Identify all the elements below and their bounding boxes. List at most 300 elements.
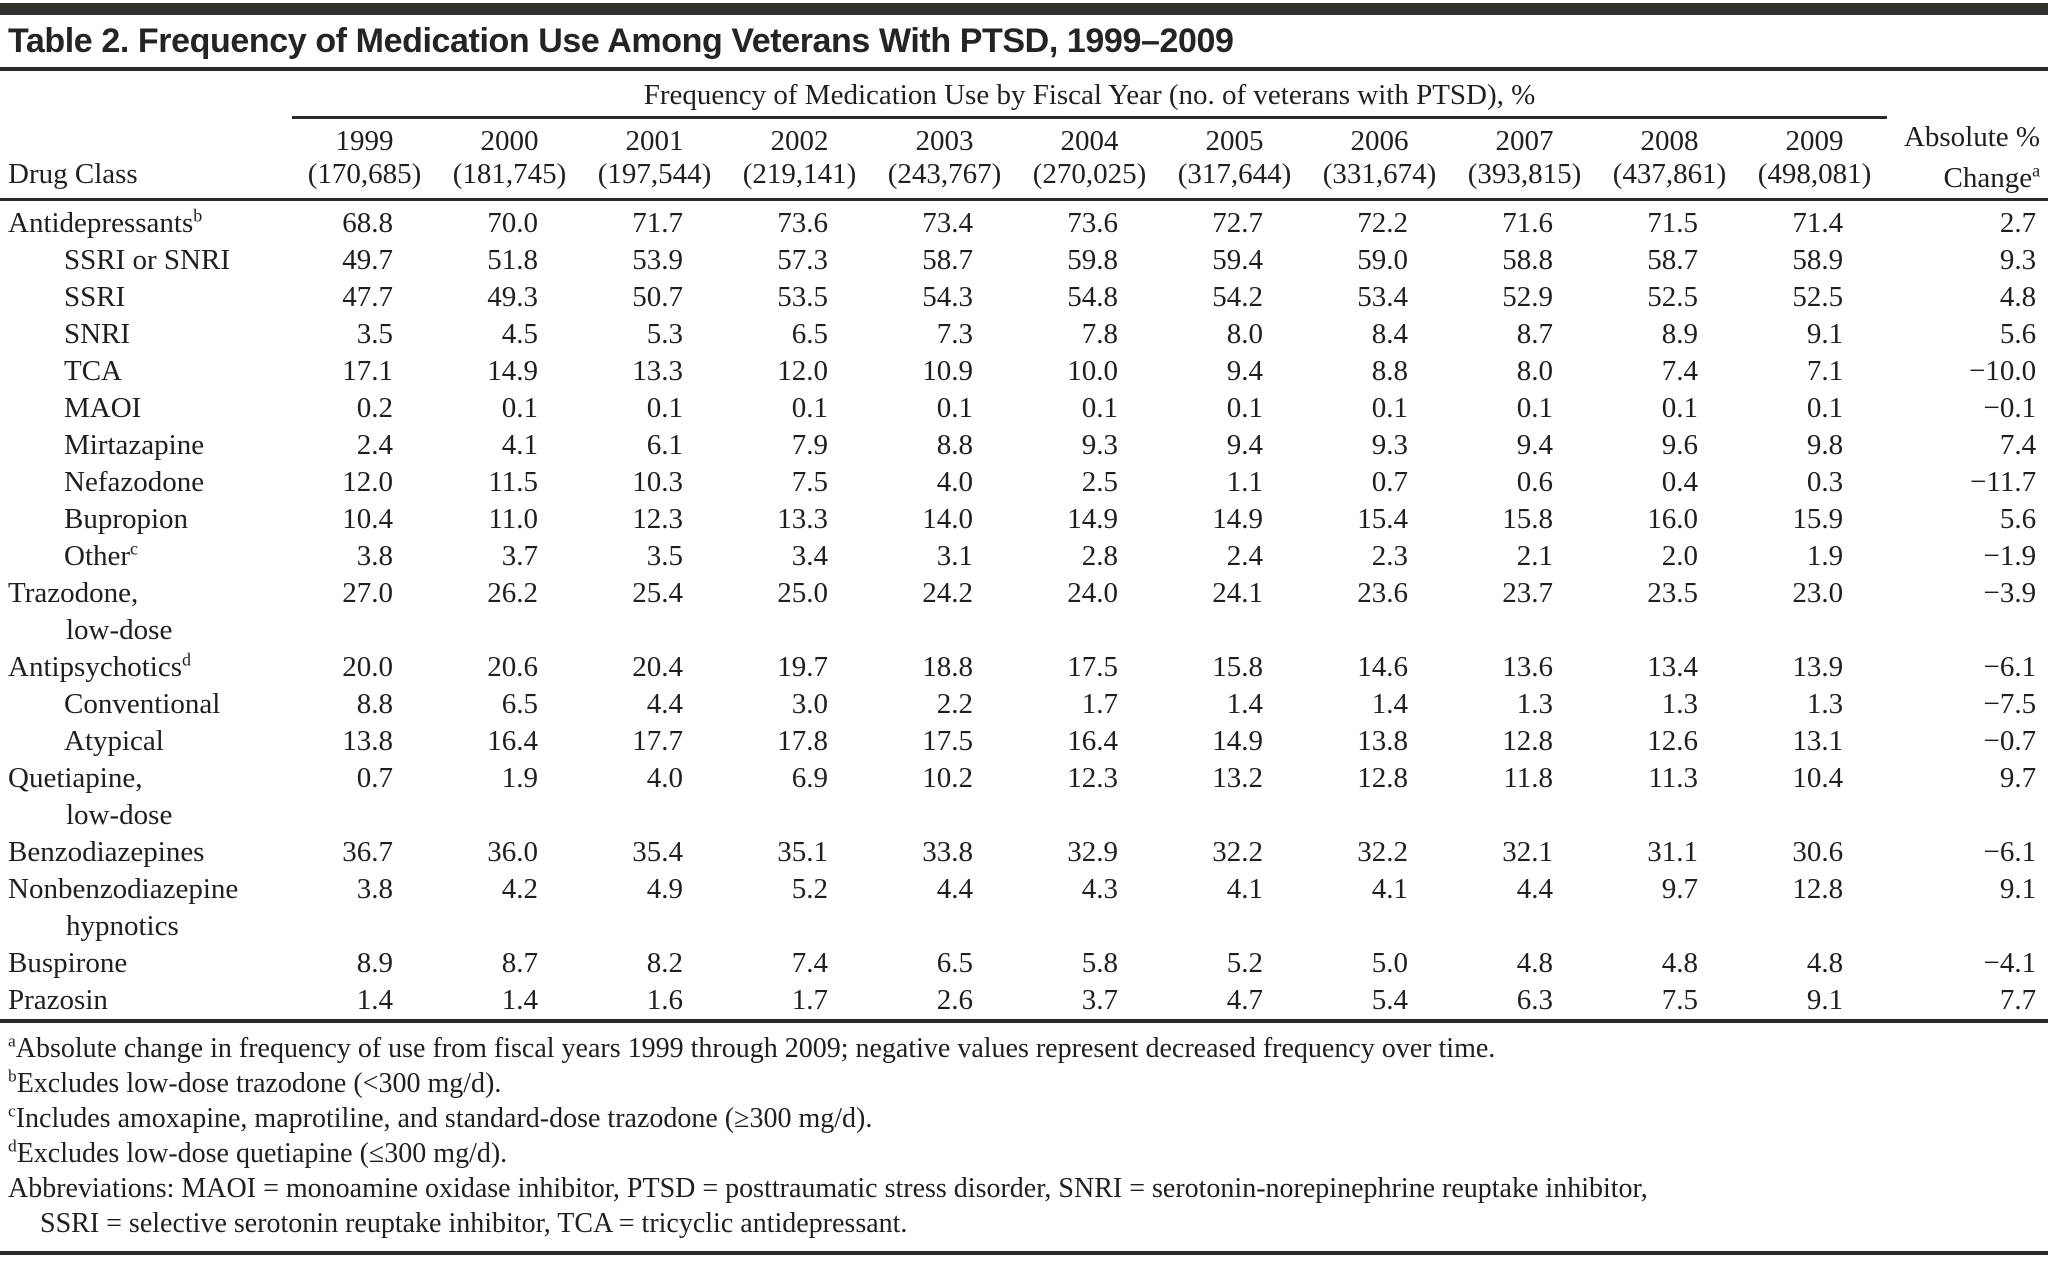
footnote-line — [8, 1031, 2040, 1066]
value-cell: 7.5 — [791, 466, 828, 498]
value-cell: 0.1 — [1661, 392, 1698, 424]
value-cell: 73.6 — [1067, 207, 1118, 239]
value-cell: 23.7 — [1502, 577, 1553, 609]
column-header-count: (498,081) — [1742, 158, 1887, 200]
change-cell: −4.1 — [1983, 947, 2037, 979]
column-header-year: 2005 — [1205, 125, 1264, 157]
footnote-marker: b — [8, 1066, 17, 1086]
value-cell: 7.3 — [936, 318, 973, 350]
value-cell: 12.0 — [342, 466, 393, 498]
value-cell: 16.4 — [487, 725, 538, 757]
value-cell: 9.3 — [1081, 429, 1118, 461]
table-row — [0, 200, 2048, 243]
value-cell: 32.1 — [1502, 836, 1553, 868]
drug-class-cell: Conventional — [64, 688, 221, 720]
table-row — [0, 279, 2048, 316]
value-cell: 2.0 — [1661, 540, 1698, 572]
value-cell: 30.6 — [1792, 836, 1844, 868]
value-cell: 71.7 — [632, 207, 683, 239]
value-cell: 8.9 — [1661, 318, 1698, 350]
table-row — [0, 316, 2048, 353]
value-cell: 3.4 — [791, 540, 828, 572]
value-cell: 1.4 — [1371, 688, 1408, 720]
drug-class-cell: TCA — [64, 355, 122, 387]
footnote-marker: c — [130, 538, 139, 559]
change-cell: −6.1 — [1983, 836, 2037, 868]
counts-row — [0, 158, 2048, 200]
footnote-list — [8, 1031, 2040, 1171]
value-cell: 9.1 — [1806, 984, 1844, 1016]
value-cell: 0.1 — [501, 392, 538, 424]
value-cell: 13.3 — [632, 355, 683, 387]
value-cell: 13.4 — [1647, 651, 1698, 683]
value-cell: 53.4 — [1357, 281, 1408, 313]
value-cell: 9.8 — [1806, 429, 1844, 461]
value-cell: 0.4 — [1661, 466, 1698, 498]
table-row — [0, 242, 2048, 279]
table-row — [0, 390, 2048, 427]
drug-class-cell: Other$^c$ — [64, 538, 139, 572]
value-cell: 2.5 — [1081, 466, 1118, 498]
change-cell: 5.6 — [1999, 503, 2037, 535]
value-cell: 0.7 — [1371, 466, 1408, 498]
value-cell: 52.5 — [1647, 281, 1698, 313]
value-cell: 3.0 — [791, 688, 828, 720]
value-cell: 3.5 — [646, 540, 683, 572]
value-cell: 15.9 — [1792, 503, 1844, 535]
value-cell: 49.3 — [487, 281, 538, 313]
value-cell: 7.5 — [1661, 984, 1698, 1016]
value-cell: 4.4 — [936, 873, 973, 905]
column-header-year: 1999 — [335, 125, 394, 157]
value-cell: 59.8 — [1067, 244, 1118, 276]
value-cell: 3.7 — [1081, 984, 1118, 1016]
column-header-count: (331,674) — [1307, 158, 1452, 200]
value-cell: 58.8 — [1502, 244, 1553, 276]
change-cell: −0.1 — [1983, 392, 2037, 424]
value-cell: 8.0 — [1516, 355, 1553, 387]
drug-class-cell: Benzodiazepines — [8, 836, 205, 868]
value-cell: 4.5 — [501, 318, 538, 350]
value-cell: 17.8 — [777, 725, 828, 757]
value-cell: 58.7 — [1647, 244, 1698, 276]
table-row — [0, 649, 2048, 686]
value-cell: 7.4 — [1661, 355, 1698, 387]
change-cell: −6.1 — [1983, 651, 2037, 683]
footnote-line — [8, 1101, 2040, 1136]
value-cell: 8.8 — [936, 429, 973, 461]
value-cell: 10.9 — [922, 355, 973, 387]
column-header-count: (197,544) — [582, 158, 727, 200]
value-cell: 0.6 — [1516, 466, 1553, 498]
table-row — [0, 871, 2048, 945]
drug-class-cell-continuation: low-dose — [66, 799, 173, 831]
column-header-count: (219,141) — [727, 158, 872, 200]
value-cell: 0.1 — [1081, 392, 1118, 424]
column-header-year: 2007 — [1495, 125, 1554, 157]
value-cell: 1.6 — [646, 984, 683, 1016]
value-cell: 6.9 — [791, 762, 828, 794]
value-cell: 0.7 — [356, 762, 393, 794]
value-cell: 1.7 — [1081, 688, 1118, 720]
value-cell: 32.2 — [1212, 836, 1263, 868]
value-cell: 13.9 — [1792, 651, 1844, 683]
value-cell: 35.4 — [632, 836, 683, 868]
drug-class-header: Drug Class — [0, 158, 292, 200]
value-cell: 8.4 — [1371, 318, 1408, 350]
value-cell: 73.4 — [922, 207, 973, 239]
table-title: Table 2. Frequency of Medication Use Among Veterans With PTSD, 1999–2009 — [8, 22, 1234, 60]
value-cell: 4.8 — [1806, 947, 1844, 979]
change-cell: 7.7 — [1999, 984, 2037, 1016]
value-cell: 9.6 — [1661, 429, 1698, 461]
value-cell: 15.8 — [1212, 651, 1263, 683]
value-cell: 23.5 — [1647, 577, 1698, 609]
table-row — [0, 834, 2048, 871]
drug-class-cell: Bupropion — [64, 503, 189, 535]
value-cell: 7.9 — [791, 429, 828, 461]
drug-class-cell: Antipsychotics$^d$ — [8, 649, 191, 683]
value-cell: 2.6 — [936, 984, 973, 1016]
drug-class-cell: Mirtazapine — [64, 429, 205, 461]
column-header-count: (181,745) — [437, 158, 582, 200]
value-cell: 8.7 — [501, 947, 538, 979]
value-cell: 23.6 — [1357, 577, 1408, 609]
value-cell: 25.0 — [777, 577, 828, 609]
footnote-text: Excludes low-dose quetiapine (≤300 mg/d). — [16, 1138, 508, 1169]
footnote-marker: d — [182, 649, 191, 670]
value-cell: 0.1 — [1516, 392, 1553, 424]
value-cell: 13.6 — [1502, 651, 1553, 683]
change-cell: −7.5 — [1983, 688, 2037, 720]
value-cell: 11.5 — [488, 466, 538, 498]
bottom-rule — [0, 1251, 2048, 1255]
value-cell: 71.5 — [1647, 207, 1698, 239]
value-cell: 4.8 — [1516, 947, 1553, 979]
value-cell: 32.9 — [1067, 836, 1118, 868]
value-cell: 71.4 — [1792, 207, 1844, 239]
change-cell: −11.7 — [1970, 466, 2037, 498]
value-cell: 52.5 — [1792, 281, 1844, 313]
value-cell: 15.8 — [1502, 503, 1553, 535]
value-cell: 36.0 — [487, 836, 538, 868]
table-row — [0, 686, 2048, 723]
value-cell: 12.8 — [1357, 762, 1408, 794]
value-cell: 11.8 — [1503, 762, 1553, 794]
value-cell: 1.4 — [501, 984, 538, 1016]
value-cell: 3.7 — [501, 540, 538, 572]
abbreviations-line: SSRI = selective serotonin reuptake inhibitor, TCA = tricyclic antidepressant. — [40, 1208, 908, 1239]
drug-class-cell-continuation: hypnotics — [66, 910, 179, 942]
change-cell: 9.1 — [1999, 873, 2037, 905]
change-header-line1: Absolute % — [1903, 121, 2041, 154]
value-cell: 0.3 — [1806, 466, 1844, 498]
table-row — [0, 575, 2048, 649]
value-cell: 10.0 — [1067, 355, 1118, 387]
value-cell: 68.8 — [342, 207, 393, 239]
change-cell: 9.3 — [1999, 244, 2037, 276]
value-cell: 6.5 — [936, 947, 973, 979]
value-cell: 3.5 — [356, 318, 393, 350]
value-cell: 4.1 — [1371, 873, 1408, 905]
value-cell: 9.4 — [1226, 355, 1263, 387]
abbreviations-line: Abbreviations: MAOI = monoamine oxidase inhibitor, PTSD = posttraumatic stress disorder, SNRI = serotonin-norepinephrine reuptake inhibitor, — [8, 1173, 1648, 1204]
value-cell: 2.2 — [936, 688, 973, 720]
footnote-text: Absolute change in frequency of use from fiscal years 1999 through 2009; negative values represent decreased frequency over time. — [15, 1033, 1496, 1064]
value-cell: 4.0 — [936, 466, 973, 498]
value-cell: 17.7 — [632, 725, 683, 757]
value-cell: 12.3 — [632, 503, 683, 535]
drug-class-cell: Buspirone — [8, 947, 128, 979]
value-cell: 3.8 — [356, 540, 393, 572]
change-header-label: Change — [1943, 161, 2033, 194]
change-cell: −1.9 — [1983, 540, 2037, 572]
value-cell: 5.0 — [1371, 947, 1408, 979]
value-cell: 54.8 — [1067, 281, 1118, 313]
medication-table — [0, 71, 2048, 1023]
value-cell: 0.1 — [1806, 392, 1844, 424]
spanner-header: Frequency of Medication Use by Fiscal Year (no. of veterans with PTSD), % — [292, 71, 1887, 118]
value-cell: 14.9 — [487, 355, 538, 387]
value-cell: 53.5 — [777, 281, 828, 313]
value-cell: 3.1 — [936, 540, 973, 572]
table-row — [0, 501, 2048, 538]
value-cell: 8.2 — [646, 947, 683, 979]
value-cell: 0.1 — [1371, 392, 1408, 424]
value-cell: 9.4 — [1516, 429, 1553, 461]
value-cell: 12.3 — [1067, 762, 1118, 794]
footnote-marker: d — [8, 1136, 17, 1156]
years-row — [0, 118, 2048, 159]
table-body — [0, 200, 2048, 1022]
table-row — [0, 353, 2048, 390]
value-cell: 13.1 — [1792, 725, 1844, 757]
value-cell: 9.4 — [1226, 429, 1263, 461]
value-cell: 1.9 — [1806, 540, 1844, 572]
value-cell: 20.6 — [487, 651, 538, 683]
value-cell: 7.1 — [1806, 355, 1844, 387]
column-header-year: 2006 — [1350, 125, 1409, 157]
value-cell: 26.2 — [487, 577, 538, 609]
value-cell: 1.1 — [1226, 466, 1263, 498]
table-figure — [0, 3, 2048, 1255]
change-header-line2 — [1887, 158, 2048, 200]
drug-class-cell: Prazosin — [8, 984, 108, 1016]
value-cell: 36.7 — [342, 836, 393, 868]
value-cell: 70.0 — [487, 207, 538, 239]
value-cell: 10.3 — [632, 466, 683, 498]
value-cell: 10.2 — [922, 762, 973, 794]
value-cell: 9.1 — [1806, 318, 1844, 350]
drug-class-cell: SSRI — [64, 281, 126, 313]
value-cell: 24.2 — [922, 577, 973, 609]
table-row — [0, 760, 2048, 834]
value-cell: 12.0 — [777, 355, 828, 387]
column-header-year: 2008 — [1640, 125, 1699, 157]
value-cell: 2.4 — [356, 429, 393, 461]
value-cell: 17.5 — [1067, 651, 1118, 683]
value-cell: 4.2 — [501, 873, 538, 905]
column-header-year: 2002 — [770, 125, 829, 157]
value-cell: 13.8 — [1357, 725, 1408, 757]
value-cell: 6.5 — [501, 688, 538, 720]
drug-class-cell: SSRI or SNRI — [64, 244, 230, 276]
change-cell: 7.4 — [1999, 429, 2037, 461]
value-cell: 4.1 — [1226, 873, 1263, 905]
drug-class-cell: Atypical — [64, 725, 164, 757]
drug-class-cell: Nefazodone — [64, 466, 205, 498]
drug-class-cell: Antidepressants$^b$ — [8, 205, 203, 239]
value-cell: 13.3 — [777, 503, 828, 535]
value-cell: 49.7 — [342, 244, 393, 276]
value-cell: 35.1 — [777, 836, 828, 868]
value-cell: 50.7 — [632, 281, 683, 313]
value-cell: 1.4 — [356, 984, 393, 1016]
value-cell: 58.9 — [1792, 244, 1844, 276]
value-cell: 14.9 — [1067, 503, 1118, 535]
value-cell: 31.1 — [1647, 836, 1698, 868]
value-cell: 11.3 — [1648, 762, 1698, 794]
value-cell: 6.5 — [791, 318, 828, 350]
value-cell: 17.5 — [922, 725, 973, 757]
value-cell: 3.8 — [356, 873, 393, 905]
footnote-text: Excludes low-dose trazodone (<300 mg/d). — [16, 1068, 502, 1099]
value-cell: 19.7 — [777, 651, 828, 683]
footnote-line — [8, 1066, 2040, 1101]
spacer-cell — [0, 71, 292, 118]
change-cell: 4.8 — [1999, 281, 2037, 313]
value-cell: 1.9 — [501, 762, 538, 794]
value-cell: 2.4 — [1226, 540, 1263, 572]
value-cell: 72.7 — [1212, 207, 1263, 239]
drug-class-cell-continuation: low-dose — [66, 614, 173, 646]
value-cell: 4.1 — [501, 429, 538, 461]
footnote-marker: b — [193, 205, 203, 226]
value-cell: 1.3 — [1661, 688, 1698, 720]
value-cell: 4.7 — [1226, 984, 1263, 1016]
footnote-marker: c — [8, 1101, 16, 1121]
footnote-text: Includes amoxapine, maprotiline, and standard-dose trazodone (≥300 mg/d). — [15, 1103, 873, 1134]
value-cell: 72.2 — [1357, 207, 1408, 239]
column-header-count: (170,685) — [292, 158, 437, 200]
value-cell: 1.3 — [1516, 688, 1553, 720]
value-cell: 0.1 — [646, 392, 683, 424]
value-cell: 32.2 — [1357, 836, 1408, 868]
value-cell: 53.9 — [632, 244, 683, 276]
value-cell: 0.1 — [791, 392, 828, 424]
change-cell: −0.7 — [1983, 725, 2037, 757]
value-cell: 8.8 — [356, 688, 393, 720]
drug-class-cell: MAOI — [64, 392, 142, 424]
value-cell: 51.8 — [487, 244, 538, 276]
value-cell: 73.6 — [777, 207, 828, 239]
column-header-count: (437,861) — [1597, 158, 1742, 200]
value-cell: 52.9 — [1502, 281, 1553, 313]
value-cell: 59.0 — [1357, 244, 1408, 276]
value-cell: 11.0 — [488, 503, 538, 535]
value-cell: 8.8 — [1371, 355, 1408, 387]
value-cell: 9.3 — [1371, 429, 1408, 461]
value-cell: 20.4 — [632, 651, 683, 683]
value-cell: 0.1 — [936, 392, 973, 424]
value-cell: 2.1 — [1516, 540, 1553, 572]
value-cell: 20.0 — [342, 651, 393, 683]
value-cell: 54.3 — [922, 281, 973, 313]
column-header-count: (393,815) — [1452, 158, 1597, 200]
value-cell: 14.0 — [922, 503, 973, 535]
value-cell: 8.9 — [356, 947, 393, 979]
spacer-cell — [1887, 71, 2048, 118]
table-row — [0, 538, 2048, 575]
drug-class-cell: Trazodone, low-dose — [8, 577, 173, 646]
value-cell: 1.7 — [791, 984, 828, 1016]
column-header-year: 2003 — [915, 125, 974, 157]
change-cell: 2.7 — [1999, 207, 2037, 239]
value-cell: 9.7 — [1661, 873, 1698, 905]
spanner-row — [0, 71, 2048, 118]
value-cell: 17.1 — [342, 355, 393, 387]
value-cell: 4.4 — [1516, 873, 1553, 905]
footnotes — [0, 1023, 2048, 1251]
drug-class-cell: SNRI — [64, 318, 131, 350]
value-cell: 2.8 — [1081, 540, 1118, 572]
value-cell: 5.4 — [1371, 984, 1408, 1016]
value-cell: 14.9 — [1212, 725, 1263, 757]
value-cell: 54.2 — [1212, 281, 1263, 313]
value-cell: 23.0 — [1792, 577, 1844, 609]
change-cell: 9.7 — [1999, 762, 2037, 794]
value-cell: 6.3 — [1516, 984, 1553, 1016]
drug-class-cell: Nonbenzodiazepine hypnotics — [8, 873, 239, 942]
value-cell: 7.8 — [1081, 318, 1118, 350]
value-cell: 25.4 — [632, 577, 683, 609]
value-cell: 8.0 — [1226, 318, 1263, 350]
value-cell: 5.8 — [1081, 947, 1118, 979]
value-cell: 4.4 — [646, 688, 683, 720]
spacer-cell — [0, 118, 292, 159]
drug-class-cell: Quetiapine, low-dose — [8, 762, 173, 831]
column-header-count: (243,767) — [872, 158, 1017, 200]
table-row — [0, 982, 2048, 1021]
value-cell: 12.6 — [1647, 725, 1698, 757]
value-cell: 15.4 — [1357, 503, 1408, 535]
value-cell: 18.8 — [922, 651, 973, 683]
value-cell: 58.7 — [922, 244, 973, 276]
value-cell: 14.6 — [1357, 651, 1408, 683]
table-top-bar — [0, 3, 2048, 15]
footnote-line — [8, 1136, 2040, 1171]
footnote-marker: a — [8, 1031, 16, 1051]
value-cell: 2.3 — [1371, 540, 1408, 572]
column-header-year: 2009 — [1785, 125, 1844, 157]
value-cell: 47.7 — [342, 281, 393, 313]
table-row — [0, 723, 2048, 760]
value-cell: 5.3 — [646, 318, 683, 350]
value-cell: 10.4 — [1792, 762, 1844, 794]
value-cell: 24.1 — [1212, 577, 1263, 609]
value-cell: 59.4 — [1212, 244, 1263, 276]
value-cell: 4.3 — [1081, 873, 1118, 905]
value-cell: 71.6 — [1502, 207, 1553, 239]
value-cell: 12.8 — [1792, 873, 1844, 905]
value-cell: 4.8 — [1661, 947, 1698, 979]
change-cell: −10.0 — [1968, 355, 2037, 387]
value-cell: 1.3 — [1806, 688, 1844, 720]
value-cell: 4.9 — [646, 873, 683, 905]
value-cell: 7.4 — [791, 947, 828, 979]
change-cell: −3.9 — [1983, 577, 2037, 609]
value-cell: 13.8 — [342, 725, 393, 757]
